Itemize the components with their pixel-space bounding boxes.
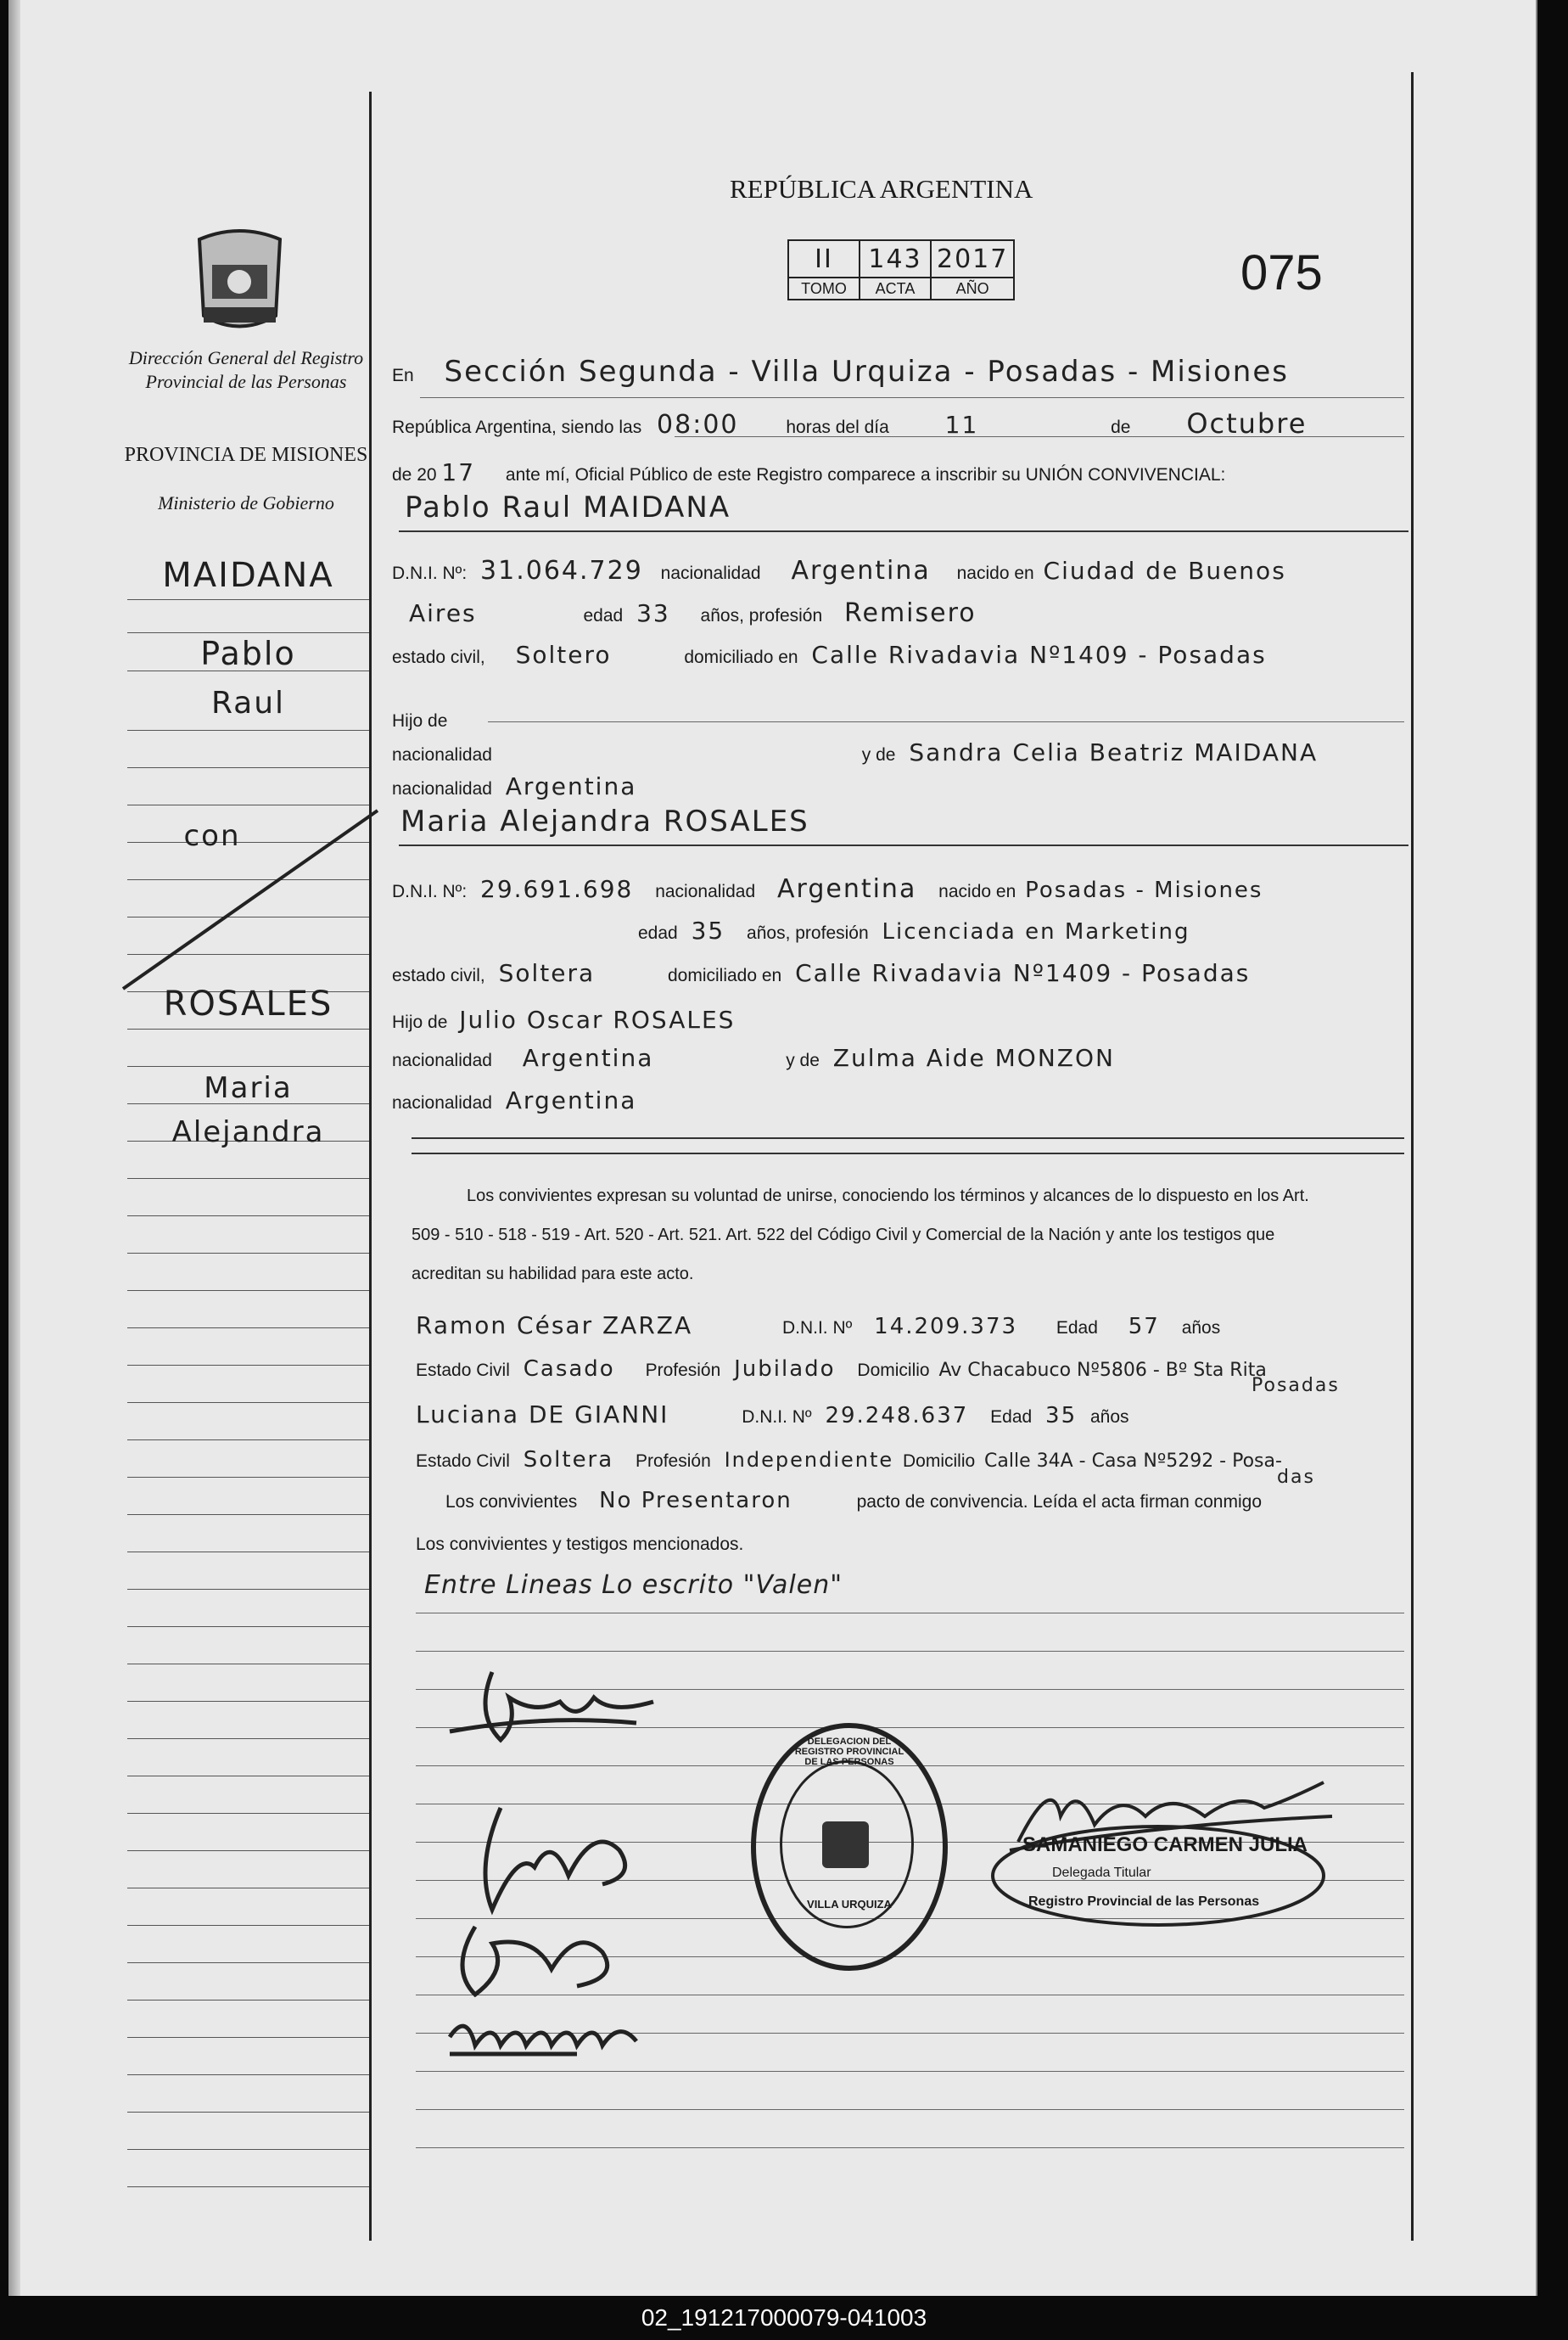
w1-name: Ramon César ZARZA [416,1311,693,1339]
mes-value: Octubre [1186,407,1308,440]
w1-dom2: Posadas [1252,1375,1340,1396]
row-en [392,355,1289,389]
margin-secondname-1: Raul [210,686,286,721]
w1-estado-label: Estado Civil [416,1361,510,1380]
row-p1-madre-nac [392,772,636,800]
p2-edad: 35 [691,917,725,945]
province-seal-logo [191,222,288,337]
p1-name: Pablo Raul MAIDANA [405,491,731,525]
w2-edad-label: Edad [990,1407,1033,1427]
p2-estado: Soltera [498,959,596,987]
dni-label: D.N.I. Nº: [392,882,468,901]
p2-nacido: Posadas - Misiones [1025,878,1263,903]
hijo-label: Hijo de [392,711,448,731]
row-entre-lineas [424,1570,843,1600]
pacto-text: pacto de convivencia. Leída el acta firman conmigo [856,1492,1263,1512]
p1-madre-nac: Argentina [505,772,637,800]
margin-firstname-2: Maria [204,1071,293,1105]
declaration-line-3: acreditan su habilidad para este acto. [412,1265,694,1283]
margin-firstname-1: Pablo [200,635,296,672]
nacionalidad-label: nacionalidad [392,1093,492,1113]
row-w1-details [416,1356,1267,1382]
en-value: Sección Segunda - Villa Urquiza - Posadas - Misiones [444,355,1289,389]
w2-prof: Independiente [724,1448,894,1472]
tomo-value: II [788,240,860,278]
nacionalidad-label: nacionalidad [392,1051,492,1070]
registrar-title: Delegada Titular [1052,1866,1151,1880]
w1-estado: Casado [523,1356,615,1382]
separator-line [412,1137,1404,1139]
stamp-ring-text: DELEGACION DEL REGISTRO PROVINCIAL DE LAS PERSONAS [794,1737,904,1767]
declaration-line-1: Los convivientes expresan su voluntad de unirse, conociendo los términos y alcances de lo dispuesto en los Art. [467,1187,1309,1205]
edad-label: edad [583,606,624,626]
margin-surname-2: ROSALES [163,985,333,1024]
domiciliado-label: domiciliado en [667,966,782,985]
w1-dni-label: D.N.I. Nº [781,1318,853,1338]
dia-value: 11 [944,411,979,439]
p1-madre: Sandra Celia Beatriz MAIDANA [909,738,1319,766]
nacionalidad-label: nacionalidad [660,564,761,583]
nacionalidad-label: nacionalidad [655,882,756,901]
p2-prof: Licenciada en Marketing [882,919,1190,945]
separator-line [412,1153,1404,1154]
nacido-label: nacido en [956,564,1034,583]
yde-label: y de [786,1051,820,1070]
official-stamp [751,1723,948,1971]
p2-dni-value: 29.691.698 [480,875,634,903]
registrar-registry: Registro Provincial de las Personas [1028,1894,1260,1909]
p2-padre: Julio Oscar ROSALES [459,1006,736,1034]
w2-domicilio-label: Domicilio [903,1451,976,1471]
p1-edad: 33 [636,599,670,627]
p2-name: Maria Alejandra ROSALES [400,805,809,839]
agency-name: Dirección General del Registro Provincial de las Personas [128,347,364,392]
hijo-label: Hijo de [392,1013,448,1032]
year-value: 17 [441,458,476,486]
signature-1 [441,1664,662,1791]
de-label: de [1111,418,1131,437]
tomo-label: TOMO [788,278,860,300]
w2-profesion-label: Profesión [636,1451,711,1471]
ministry-name: Ministerio de Gobierno [158,492,334,513]
estado-label: estado civil, [392,966,485,985]
acta-value: 143 [860,240,931,278]
p1-dni-value: 31.064.729 [480,556,643,586]
w1-dni: 14.209.373 [874,1314,1018,1339]
declaration-text [412,1176,1417,1293]
page-number: 075 [1240,245,1323,300]
row-p1-estado [392,641,1267,669]
row-hora [392,407,1307,440]
w1-edad: 57 [1128,1314,1160,1339]
w2-anos-label: años [1089,1407,1129,1427]
w1-profesion-label: Profesión [645,1361,721,1380]
row-closing [416,1535,743,1555]
w1-dom: Av Chacabuco Nº5806 - Bº Sta Rita [938,1360,1267,1381]
margin-column-line [369,92,372,2241]
w2-estado: Soltera [523,1447,614,1473]
w2-estado-label: Estado Civil [416,1451,510,1471]
signature-4 [441,2003,662,2062]
edad-label: edad [638,923,678,943]
province-name: PROVINCIA DE MISIONES [124,444,368,466]
horas-label: horas del día [786,418,889,437]
w2-edad: 35 [1045,1403,1078,1428]
margin-connector: con [183,819,241,853]
yde-label: y de [861,745,896,765]
w2-dom2: das [1277,1467,1315,1488]
convivientes-value: No Presentaron [599,1488,792,1513]
nacionalidad-label: nacionalidad [392,745,492,765]
row-line [488,721,1404,722]
row-p2-madre-nac [392,1086,636,1114]
en-label: En [392,366,414,385]
closing-text: Los convivientes y testigos mencionados. [416,1535,744,1554]
footer-id: 02_191217000079-041003 [641,2304,927,2331]
w1-domicilio-label: Domicilio [857,1361,930,1380]
margin-cross-line [119,806,382,993]
dni-label: D.N.I. Nº: [392,564,468,583]
p1-dom: Calle Rivadavia Nº1409 - Posadas [811,641,1267,669]
p1-prof: Remisero [844,598,977,628]
entre-lineas: Entre Lineas Lo escrito "Valen" [424,1570,843,1600]
registrar-name: SAMANIEGO CARMEN JULIA [1022,1833,1308,1856]
country-title: REPÚBLICA ARGENTINA [730,174,1033,204]
row-w1 [416,1311,1220,1339]
row-line [420,397,1404,398]
row-p1-name [392,491,731,525]
row-p1-edad [392,598,977,628]
p2-madre: Zulma Aide MONZON [832,1044,1115,1072]
row-p2-name [392,805,809,839]
nacido-label: nacido en [938,882,1016,901]
p1-nacido2: Aires [409,599,477,627]
row-p2-dni [392,874,1263,904]
anos-prof-label: años, profesión [700,606,823,626]
p2-nac: Argentina [776,874,917,904]
p2-madre-nac: Argentina [505,1086,637,1114]
ano-label: AÑO [931,278,1014,300]
p1-estado: Soltero [515,641,612,669]
w2-dni-label: D.N.I. Nº [742,1407,812,1427]
w1-anos-label: años [1181,1318,1221,1338]
row-p1-hijo [392,700,447,734]
w1-edad-label: Edad [1056,1318,1098,1338]
w1-prof: Jubilado [734,1356,836,1382]
w2-name: Luciana DE GIANNI [416,1400,669,1428]
row-w2 [416,1400,1129,1428]
separator-line [399,530,1408,532]
margin-secondname-2: Alejandra [171,1115,325,1149]
row-p2-madre [392,1044,1115,1072]
declaration-line-2: 509 - 510 - 518 - 519 - Art. 520 - Art. 521. Art. 522 del Código Civil y Comercial de la Nación y ante los testigos que [412,1226,1275,1244]
w2-dom: Calle 34A - Casa Nº5292 - Posa- [984,1451,1282,1472]
w2-dni: 29.248.637 [825,1403,969,1428]
row-p1-dni [392,556,1286,586]
ano-value: 2017 [931,240,1014,278]
margin-surname-1: MAIDANA [162,556,334,595]
row-p1-madre [392,738,1318,766]
row-convivientes [445,1488,1262,1513]
signature-3 [441,1893,662,2012]
row-w2-details [416,1447,1282,1473]
convivientes-label: Los convivientes [445,1492,578,1512]
right-frame-line [1411,72,1414,2241]
p1-nac: Argentina [791,556,931,586]
de20-label: de 20 [392,465,437,485]
row-p2-padre [392,1006,735,1034]
domiciliado-label: domiciliado en [684,648,798,667]
row-year [392,458,1225,486]
estado-label: estado civil, [392,648,485,667]
page-edge [8,0,20,2296]
hora-value: 08:00 [657,410,739,440]
comparece-text: ante mí, Oficial Público de este Registro comparece a inscribir su UNIÓN CONVIVENCIAL: [505,465,1226,485]
republica-label: República Argentina, siendo las [392,418,642,437]
p2-dom: Calle Rivadavia Nº1409 - Posadas [795,959,1251,987]
anos-prof-label: años, profesión [747,923,869,943]
p1-nacido: Ciudad de Buenos [1043,557,1286,585]
record-table [787,239,1015,300]
row-p2-estado [392,959,1250,987]
nacionalidad-label: nacionalidad [392,779,492,799]
row-p2-edad [392,917,1190,945]
stamp-center-text: VILLA URQUIZA [807,1898,892,1911]
stamp-emblem [822,1821,869,1868]
acta-label: ACTA [860,278,931,300]
separator-line [399,845,1408,846]
p2-padre-nac: Argentina [522,1044,654,1072]
